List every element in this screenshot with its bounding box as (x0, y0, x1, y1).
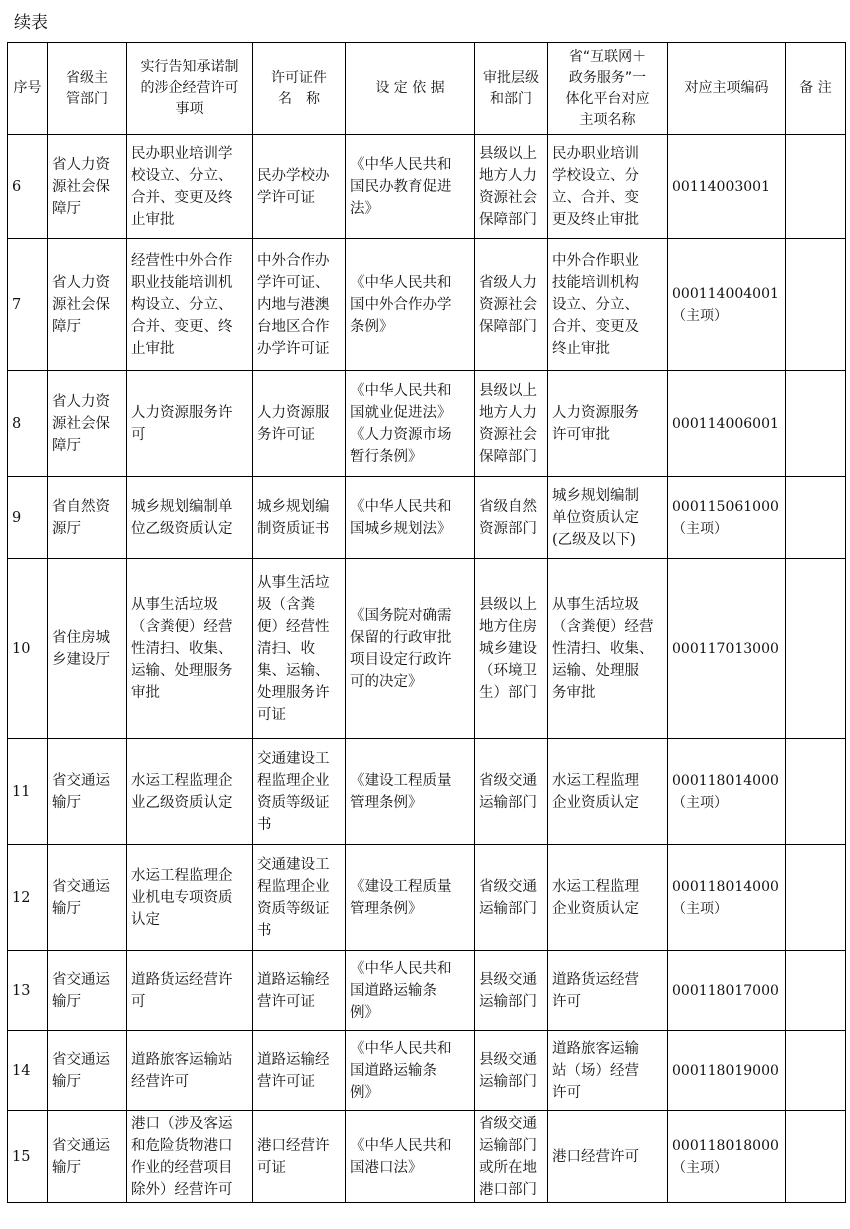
header-cell: 备 注 (786, 43, 846, 135)
cell-no: 6 (8, 135, 48, 239)
cell-license: 港口经营许 可证 (253, 1111, 346, 1203)
cell-platform: 水运工程监理 企业资质认定 (548, 739, 668, 845)
code-value: 000115061000 (672, 498, 779, 515)
cell-basis: 《中华人民共和 国港口法》 (346, 1111, 475, 1203)
cell-platform: 人力资源服务 许可审批 (548, 371, 668, 477)
code-value: 000118014000 (672, 878, 779, 895)
cell-basis: 《建设工程质量 管理条例》 (346, 739, 475, 845)
cell-no: 15 (8, 1111, 48, 1203)
cell-no: 10 (8, 559, 48, 739)
cell-level: 省级交通 运输部门 (475, 739, 548, 845)
cell-level: 省级交通 运输部门 或所在地 港口部门 (475, 1111, 548, 1203)
code-value: 000118017000 (672, 982, 779, 999)
table-row (8, 845, 846, 951)
cell-item: 人力资源服务许 可 (127, 371, 253, 477)
table-row (8, 135, 846, 239)
cell-platform: 从事生活垃圾 （含粪便）经营 性清扫、收集、 运输、处理服 务审批 (548, 559, 668, 739)
cell-remark (786, 951, 846, 1031)
code-note: （主项） (672, 307, 728, 324)
cell-item: 港口（涉及客运 和危险货物港口 作业的经营项目 除外）经营许可 (127, 1111, 253, 1203)
cell-no: 12 (8, 845, 48, 951)
cell-no: 11 (8, 739, 48, 845)
cell-level: 县级以上 地方人力 资源社会 保障部门 (475, 135, 548, 239)
cell-platform: 中外合作职业 技能培训机构 设立、分立、 合并、变更及 终止审批 (548, 239, 668, 371)
cell-level: 县级以上 地方住房 城乡建设 （环境卫 生）部门 (475, 559, 548, 739)
cell-level: 省级自然 资源部门 (475, 477, 548, 559)
cell-dept: 省人力资 源社会保 障厅 (48, 135, 127, 239)
header-cell: 省“互联网＋ 政务服务”一 体化平台对应 主项名称 (548, 43, 668, 135)
cell-remark (786, 739, 846, 845)
cell-dept: 省交通运 输厅 (48, 1031, 127, 1111)
cell-remark (786, 1111, 846, 1203)
code-value: 00114003001 (672, 178, 770, 195)
cell-remark (786, 371, 846, 477)
cell-level: 省级交通 运输部门 (475, 845, 548, 951)
cell-no: 8 (8, 371, 48, 477)
cell-code (668, 477, 786, 559)
cell-platform: 水运工程监理 企业资质认定 (548, 845, 668, 951)
header-cell: 审批层级 和部门 (475, 43, 548, 135)
cell-platform: 道路旅客运输 站（场）经营 许可 (548, 1031, 668, 1111)
cell-dept: 省自然资 源厅 (48, 477, 127, 559)
cell-item: 水运工程监理企 业机电专项资质 认定 (127, 845, 253, 951)
cell-basis: 《中华人民共和 国城乡规划法》 (346, 477, 475, 559)
table-row (8, 951, 846, 1031)
header-cell: 实行告知承诺制 的涉企经营许可 事项 (127, 43, 253, 135)
cell-dept: 省交通运 输厅 (48, 845, 127, 951)
cell-basis: 《建设工程质量 管理条例》 (346, 845, 475, 951)
code-note: （主项） (672, 1159, 728, 1176)
cell-license: 中外合作办 学许可证、 内地与港澳 台地区合作 办学许可证 (253, 239, 346, 371)
cell-dept: 省人力资 源社会保 障厅 (48, 371, 127, 477)
table-row (8, 1031, 846, 1111)
cell-code (668, 1031, 786, 1111)
cell-item: 道路旅客运输站 经营许可 (127, 1031, 253, 1111)
cell-code (668, 1111, 786, 1203)
cell-dept: 省交通运 输厅 (48, 951, 127, 1031)
cell-code (668, 739, 786, 845)
cell-license: 道路运输经 营许可证 (253, 1031, 346, 1111)
cell-remark (786, 845, 846, 951)
table-row (8, 239, 846, 371)
cell-remark (786, 559, 846, 739)
table-row (8, 1111, 846, 1203)
cell-basis: 《中华人民共和 国就业促进法》 《人力资源市场 暂行条例》 (346, 371, 475, 477)
page-title: 续表 (14, 13, 48, 33)
code-note: （主项） (672, 520, 728, 537)
cell-platform: 港口经营许可 (548, 1111, 668, 1203)
cell-code (668, 845, 786, 951)
cell-basis: 《中华人民共和 国中外合作办学 条例》 (346, 239, 475, 371)
cell-platform: 民办职业培训 学校设立、分 立、合并、变 更及终止审批 (548, 135, 668, 239)
cell-no: 9 (8, 477, 48, 559)
cell-license: 道路运输经 营许可证 (253, 951, 346, 1031)
cell-code (668, 951, 786, 1031)
cell-item: 道路货运经营许 可 (127, 951, 253, 1031)
cell-dept: 省住房城 乡建设厅 (48, 559, 127, 739)
cell-basis: 《中华人民共和 国民办教育促进 法》 (346, 135, 475, 239)
code-note: （主项） (672, 794, 728, 811)
code-value: 000118018000 (672, 1137, 779, 1154)
cell-dept: 省交通运 输厅 (48, 739, 127, 845)
cell-license: 城乡规划编 制资质证书 (253, 477, 346, 559)
cell-basis: 《中华人民共和 国道路运输条 例》 (346, 1031, 475, 1111)
cell-license: 从事生活垃 圾（含粪 便）经营性 清扫、收 集、运输、 处理服务许 可证 (253, 559, 346, 739)
cell-no: 13 (8, 951, 48, 1031)
cell-basis: 《中华人民共和 国道路运输条 例》 (346, 951, 475, 1031)
cell-dept: 省人力资 源社会保 障厅 (48, 239, 127, 371)
code-value: 000118019000 (672, 1062, 779, 1079)
cell-license: 人力资源服 务许可证 (253, 371, 346, 477)
cell-code (668, 135, 786, 239)
cell-platform: 道路货运经营 许可 (548, 951, 668, 1031)
code-value: 000114006001 (672, 415, 779, 432)
cell-level: 省级人力 资源社会 保障部门 (475, 239, 548, 371)
table-row (8, 477, 846, 559)
cell-item: 民办职业培训学 校设立、分立、 合并、变更及终 止审批 (127, 135, 253, 239)
cell-item: 经营性中外合作 职业技能培训机 构设立、分立、 合并、变更、终 止审批 (127, 239, 253, 371)
cell-remark (786, 239, 846, 371)
code-value: 000118014000 (672, 772, 779, 789)
cell-no: 7 (8, 239, 48, 371)
cell-code (668, 371, 786, 477)
cell-code (668, 559, 786, 739)
table-row (8, 739, 846, 845)
header-cell: 序号 (8, 43, 48, 135)
table-body (8, 135, 846, 1203)
cell-item: 水运工程监理企 业乙级资质认定 (127, 739, 253, 845)
cell-level: 县级交通 运输部门 (475, 951, 548, 1031)
cell-dept: 省交通运 输厅 (48, 1111, 127, 1203)
header-cell: 许可证件 名 称 (253, 43, 346, 135)
cell-license: 民办学校办 学许可证 (253, 135, 346, 239)
cell-license: 交通建设工 程监理企业 资质等级证 书 (253, 739, 346, 845)
license-table (7, 42, 846, 1203)
cell-basis: 《国务院对确需 保留的行政审批 项目设定行政许 可的决定》 (346, 559, 475, 739)
cell-remark (786, 135, 846, 239)
header-cell: 省级主 管部门 (48, 43, 127, 135)
cell-item: 城乡规划编制单 位乙级资质认定 (127, 477, 253, 559)
cell-no: 14 (8, 1031, 48, 1111)
cell-remark (786, 477, 846, 559)
code-value: 000117013000 (672, 640, 779, 657)
cell-level: 县级以上 地方人力 资源社会 保障部门 (475, 371, 548, 477)
table-row (8, 559, 846, 739)
header-cell: 对应主项编码 (668, 43, 786, 135)
cell-item: 从事生活垃圾 （含粪便）经营 性清扫、收集、 运输、处理服务 审批 (127, 559, 253, 739)
cell-code (668, 239, 786, 371)
table-header-row (8, 43, 846, 135)
code-note: （主项） (672, 900, 728, 917)
cell-license: 交通建设工 程监理企业 资质等级证 书 (253, 845, 346, 951)
code-value: 000114004001 (672, 285, 779, 302)
header-cell: 设 定 依 据 (346, 43, 475, 135)
cell-remark (786, 1031, 846, 1111)
cell-level: 县级交通 运输部门 (475, 1031, 548, 1111)
cell-platform: 城乡规划编制 单位资质认定 (乙级及以下) (548, 477, 668, 559)
table-row (8, 371, 846, 477)
